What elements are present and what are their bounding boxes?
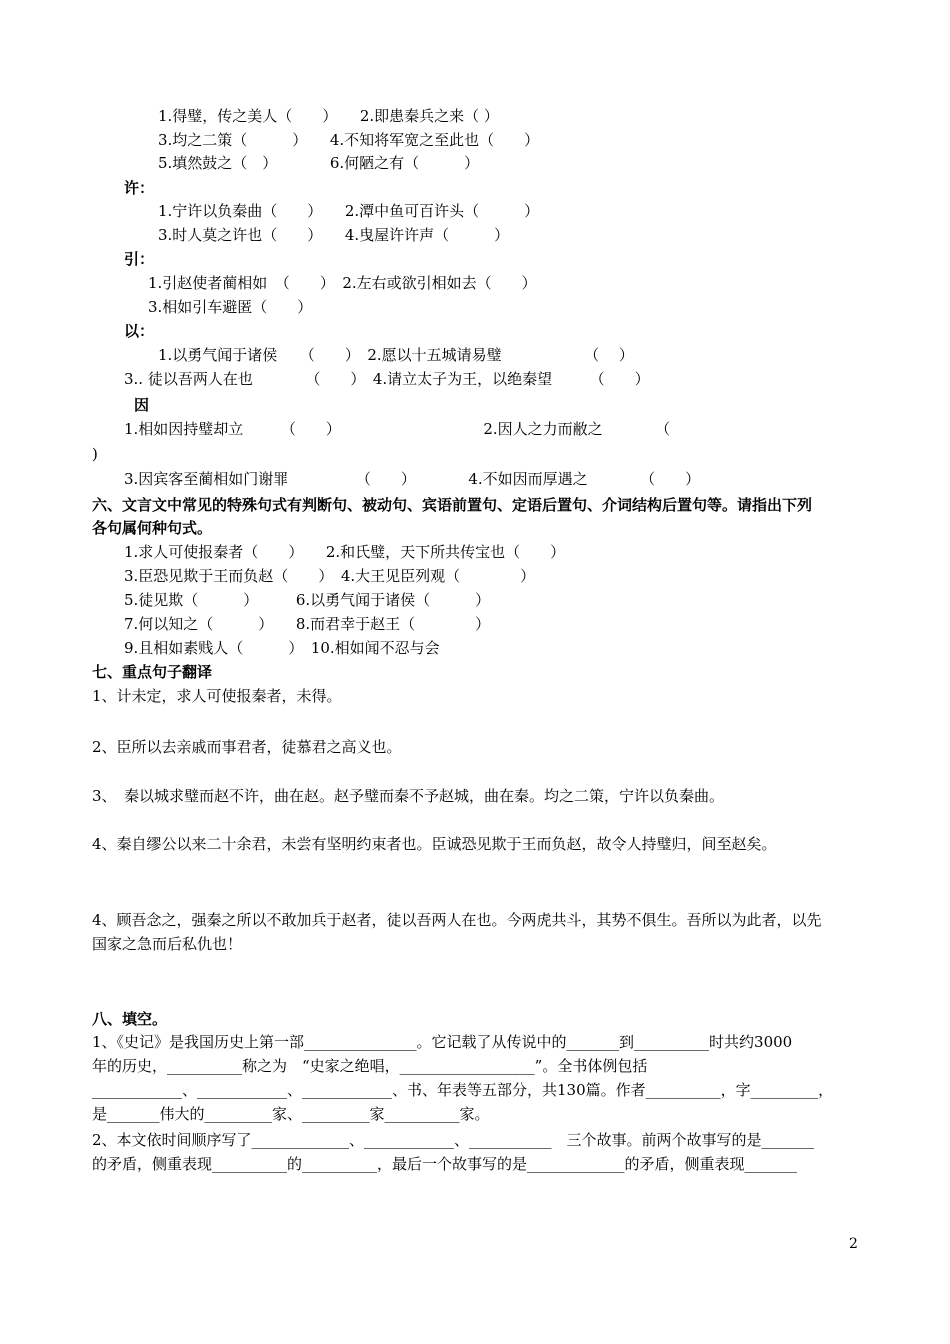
text-line: 七、重点句子翻译	[92, 663, 213, 681]
text-line: 3.. 徒以吾两人在也 （ ） 4.请立太子为王，以绝秦望 （ ）	[124, 370, 650, 388]
text-line: 以：	[124, 322, 155, 340]
text-line: 2、本文依时间顺序写了_____________、____________、___________ 三个故事。前两个故事写的是_______	[92, 1131, 815, 1149]
text-line: 3.因宾客至蔺相如门谢罪 （ ） 4.不如因而厚遇之 （ ）	[124, 470, 701, 488]
text-line: 1.引赵使者蔺相如 （ ） 2.左右或欲引相如去（ ）	[148, 274, 537, 292]
text-line: 3.时人莫之许也（ ） 4.曳屋许许声（ ）	[158, 226, 510, 244]
text-line: 的矛盾，侧重表现__________的__________，最后一个故事写的是_____________的矛盾，侧重表现_______	[92, 1155, 798, 1173]
text-line: 八、填空。	[92, 1010, 168, 1028]
text-line: 3、 秦以城求璧而赵不许，曲在赵。赵予璧而秦不予赵城，曲在秦。均之二策，宁许以负秦曲。	[92, 787, 725, 805]
text-line: 3.臣恐见欺于王而负赵（ ） 4.大王见臣列观（ ）	[124, 567, 536, 585]
text-line: 是_______伟大的_________家、_________家__________家。	[92, 1105, 490, 1123]
text-line: 六、文言文中常见的特殊句式有判断句、被动句、宾语前置句、定语后置句、介词结构后置句等。请指出下列	[92, 496, 813, 514]
text-line: )	[92, 445, 98, 463]
text-line: 1、《史记》是我国历史上第一部_______________。它记载了从传说中的_______到__________时共约3000	[92, 1033, 793, 1051]
text-line: 各句属何种句式。	[92, 519, 213, 537]
text-line: 2、臣所以去亲戚而事君者，徒慕君之高义也。	[92, 738, 402, 756]
page-number: 2	[849, 1236, 858, 1252]
text-line: 4、顾吾念之，强秦之所以不敢加兵于赵者，徒以吾两人在也。今两虎共斗，其势不俱生。吾所以为此者，以先	[92, 911, 822, 929]
text-line: 3.均之二策（ ） 4.不知将军宽之至此也（ ）	[158, 131, 540, 149]
text-line: 1.求人可使报秦者（ ） 2.和氏璧，天下所共传宝也（ ）	[124, 543, 566, 561]
text-line: 许：	[124, 179, 155, 197]
text-line: 1.相如因持璧却立 （ ） 2.因人之力而敝之 （	[124, 420, 671, 438]
text-line: 7.何以知之（ ） 8.而君幸于赵王（ ）	[124, 615, 491, 633]
text-line: 1.宁许以负秦曲（ ） 2.潭中鱼可百许头（ ）	[158, 202, 540, 220]
text-line: ____________、____________、____________、书、年表等五部分，共130篇。作者__________，字_________，	[92, 1081, 834, 1099]
text-line: 引：	[124, 250, 155, 268]
text-line: 国家之急而后私仇也！	[92, 935, 243, 953]
text-line: 5.填然鼓之（ ） 6.何陋之有（ ）	[158, 154, 480, 172]
text-line: 1.以勇气闻于诸侯 （ ） 2.愿以十五城请易璧 （ ）	[158, 346, 634, 364]
text-line: 1.得璧，传之美人（ ） 2.即患秦兵之来（ ）	[158, 107, 499, 125]
text-line: 3.相如引车避匿（ ）	[148, 298, 313, 316]
text-line: 9.且相如素贱人（ ） 10.相如闻不忍与会	[124, 639, 440, 657]
text-line: 5.徒见欺（ ） 6.以勇气闻于诸侯（ ）	[124, 591, 491, 609]
text-line: 因	[134, 396, 150, 414]
text-line: 4、秦自缪公以来二十余君，未尝有坚明约束者也。臣诚恐见欺于王而负赵，故令人持璧归，间至赵矣。	[92, 835, 777, 853]
text-line: 1、计未定，求人可使报秦者，未得。	[92, 687, 342, 705]
text-line: 年的历史，__________称之为 “史家之绝唱，__________________”。全书体例包括	[92, 1057, 648, 1075]
